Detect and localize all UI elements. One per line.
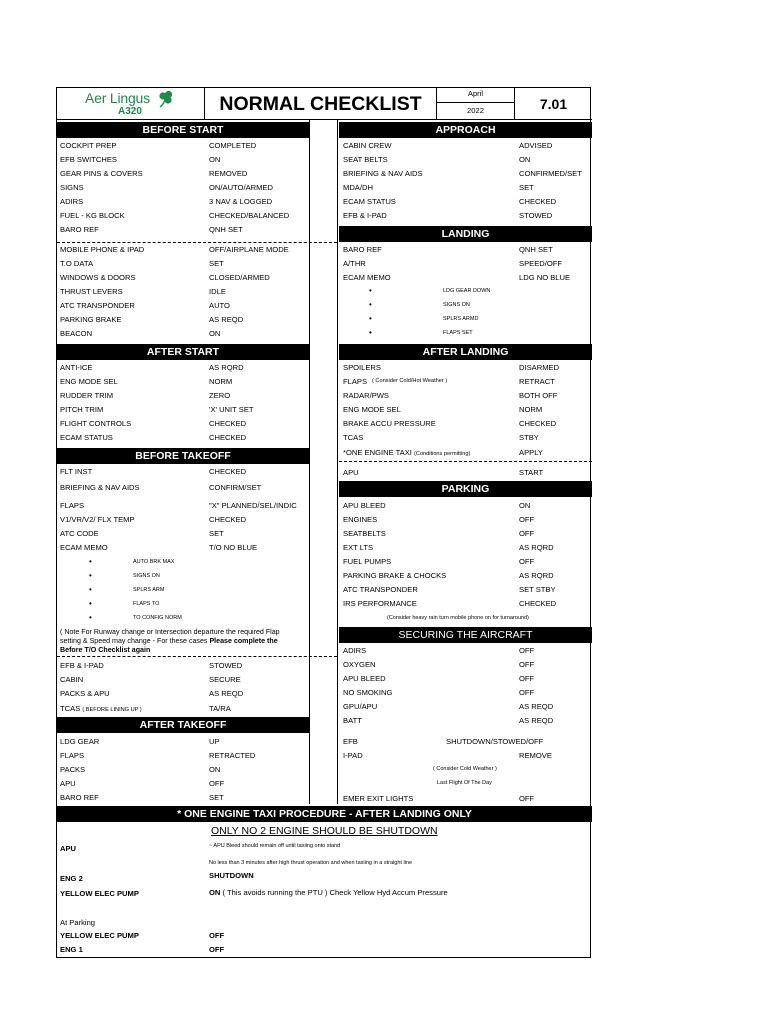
checklist-value: AS REQD [519, 716, 554, 725]
checklist-item: SIGNS [60, 183, 84, 192]
parking-header: PARKING [339, 481, 592, 497]
checklist-row [60, 361, 308, 374]
checklist-row [343, 361, 591, 374]
checklist-value: OFF [519, 646, 535, 655]
after-landing-header: AFTER LANDING [339, 344, 592, 360]
checklist-item: FLAPS [343, 377, 368, 386]
checklist-row [60, 673, 308, 686]
checklist-item: BRAKE ACCU PRESSURE [343, 419, 436, 428]
checklist-value: "X" PLANNED/SEL/INDIC [209, 501, 297, 510]
checklist-item: ENG MODE SEL [343, 405, 401, 414]
checklist-item: FLAPS [60, 501, 85, 510]
checklist-value: ON [209, 329, 221, 338]
checklist-value: REMOVED [209, 169, 248, 178]
yellow-pump-value: ON ( This avoids running the PTU ) Check Yellow Hyd Accum Pressure [209, 888, 448, 897]
checklist-item: EFB SWITCHES [60, 155, 117, 164]
bullet-icon: • [89, 571, 92, 580]
checklist-row [60, 417, 308, 430]
checklist-item: GEAR PINS & COVERS [60, 169, 143, 178]
checklist-item: RUDDER TRIM [60, 391, 114, 400]
checklist-value: STOWED [209, 661, 243, 670]
checklist-item: BATT [343, 716, 362, 725]
bullet-icon: • [369, 314, 372, 323]
checklist-item: BRIEFING & NAV AIDS [343, 169, 423, 178]
checklist-row [60, 465, 308, 478]
checklist-value: OFF [519, 557, 535, 566]
checklist-row [343, 700, 591, 713]
checklist-item: FLT INST [60, 467, 93, 476]
checklist-item: EFB & I-PAD [343, 211, 387, 220]
checklist-value: CLOSED/ARMED [209, 273, 270, 282]
memo-item: FLAPS SET [443, 330, 473, 336]
cold-weather-note: ( Consider Cold Weather ) [433, 766, 497, 772]
checklist-value: UP [209, 737, 220, 746]
bullet-icon: • [369, 328, 372, 337]
checklist-row [343, 195, 591, 208]
eng1-value: OFF [209, 945, 225, 954]
checklist-row [343, 644, 591, 657]
apu-label: APU [60, 844, 77, 853]
checklist-value: NORM [209, 377, 233, 386]
checklist-item: ATC TRANSPONDER [60, 301, 135, 310]
checklist-row [343, 167, 591, 180]
checklist-item: ECAM STATUS [343, 197, 396, 206]
checklist-row [343, 153, 591, 166]
yellow-pump-label: YELLOW ELEC PUMP [60, 889, 139, 898]
checklist-row [343, 139, 591, 152]
checklist-value: LDG NO BLUE [519, 273, 571, 282]
checklist-row [343, 513, 591, 526]
checklist-row [60, 271, 308, 284]
checklist-row [343, 417, 591, 430]
date-cell [437, 88, 515, 120]
checklist-item: LDG GEAR [60, 737, 100, 746]
checklist-item: APU BLEED [343, 674, 386, 683]
checklist-row [343, 686, 591, 699]
checklist-row [343, 271, 591, 284]
checklist-value: ON [209, 155, 221, 164]
checklist-row [343, 375, 591, 388]
checklist-row [60, 403, 308, 416]
checklist-row [60, 389, 308, 402]
checklist-value: OFF [519, 529, 535, 538]
checklist-value: BOTH OFF [519, 391, 558, 400]
checklist-item: FLIGHT CONTROLS [60, 419, 132, 428]
landing-header: LANDING [339, 226, 592, 242]
checklist-value: SECURE [209, 675, 241, 684]
after-takeoff-header: AFTER TAKEOFF [57, 717, 309, 733]
checklist-item: PACKS [60, 765, 86, 774]
checklist-item: FUEL PUMPS [343, 557, 392, 566]
checklist-item: ENGINES [343, 515, 378, 524]
checklist-item: OXYGEN [343, 660, 376, 669]
checklist-value: SET [209, 529, 224, 538]
checklist-value: T/O NO BLUE [209, 543, 258, 552]
checklist-value: IDLE [209, 287, 226, 296]
checklist-row [60, 777, 308, 790]
checklist-item: APU BLEED [343, 501, 386, 510]
aer-lingus-logo [85, 90, 185, 118]
parking-note: (Consider heavy rain turn mobile phone on for turnaround) [387, 615, 529, 621]
bullet-icon: • [89, 599, 92, 608]
revision-number: 7.01 [539, 96, 568, 112]
checklist-value: STBY [519, 433, 539, 442]
checklist-row [60, 243, 308, 256]
checklist-value: CHECKED [209, 433, 247, 442]
checklist-value: AS RQRD [519, 571, 554, 580]
before-takeoff-note: ( Note For Runway change or Intersection departure the required Flap setting & Speed may change - For these cases Please complete the Before T/O Checklist again [60, 628, 280, 654]
checklist-item: PARKING BRAKE & CHOCKS [343, 571, 447, 580]
logo-text: Aer Lingus [85, 90, 150, 106]
one-engine-subtitle: ONLY NO 2 ENGINE SHOULD BE SHUTDOWN [211, 825, 438, 837]
checklist-value: QNH SET [209, 225, 243, 234]
checklist-row [343, 527, 591, 540]
checklist-value: OFF [209, 779, 225, 788]
checklist-row [60, 749, 308, 762]
checklist-item: ATC TRANSPONDER [343, 585, 418, 594]
checklist-value: ON [519, 501, 531, 510]
checklist-item: RADAR/PWS [343, 391, 389, 400]
checklist-row [343, 209, 591, 222]
checklist-item: ECAM MEMO [343, 273, 391, 282]
checklist-row [60, 735, 308, 748]
checklist-item: V1/VR/V2/ FLX TEMP [60, 515, 135, 524]
memo-item: TO CONFIG NORM [133, 615, 182, 621]
checklist-row [60, 659, 308, 672]
checklist-row [60, 431, 308, 444]
checklist-value: CHECKED [209, 467, 247, 476]
checklist-value: ZERO [209, 391, 231, 400]
checklist-value: SET [519, 183, 534, 192]
checklist-value: AS RQRD [519, 543, 554, 552]
checklist-row-tcas: TCAS ( BEFORE LINING UP ) TA/RA [60, 704, 231, 713]
checklist-item: BRIEFING & NAV AIDS [60, 483, 140, 492]
checklist-value: SET [209, 259, 224, 268]
checklist-value: SET STBY [519, 585, 556, 594]
checklist-value: 3 NAV & LOGGED [209, 197, 273, 206]
checklist-row [343, 181, 591, 194]
checklist-value: OFF [519, 660, 535, 669]
checklist-item: A/THR [343, 259, 366, 268]
checklist-row [343, 597, 591, 610]
checklist-row [343, 243, 591, 256]
checklist-item: IRS PERFORMANCE [343, 599, 417, 608]
checklist-row [60, 791, 308, 804]
checklist-value: AS REQD [519, 702, 554, 711]
checklist-value: AUTO [209, 301, 230, 310]
eng2-label: ENG 2 [60, 874, 83, 883]
eng1-label: ENG 1 [60, 945, 83, 954]
checklist-item: MDA/DH [343, 183, 373, 192]
checklist-row [60, 167, 308, 180]
checklist-item: ECAM MEMO [60, 543, 108, 552]
checklist-value: QNH SET [519, 245, 553, 254]
at-parking-label: At Parking [60, 918, 96, 927]
after-start-header: AFTER START [57, 344, 309, 360]
before-start-header: BEFORE START [57, 122, 309, 138]
checklist-item: NO SMOKING [343, 688, 393, 697]
checklist-item: BARO REF [343, 245, 382, 254]
bullet-icon: • [89, 613, 92, 622]
checklist-item: CABIN [60, 675, 84, 684]
checklist-item: BARO REF [60, 793, 99, 802]
checklist-row [60, 375, 308, 388]
memo-item: SIGNS ON [443, 302, 470, 308]
checklist-value: DISARMED [519, 363, 560, 372]
checklist-sheet [56, 87, 591, 958]
checklist-row [343, 714, 591, 727]
shamrock-icon [156, 90, 176, 108]
last-flight-note: Last Flight Of The Day [437, 780, 492, 786]
checklist-item: ANTI-ICE [60, 363, 93, 372]
checklist-item: COCKPIT PREP [60, 141, 117, 150]
checklist-row [60, 299, 308, 312]
checklist-value: NORM [519, 405, 543, 414]
checklist-row-efb: EFB SHUTDOWN/STOWED/OFF [343, 737, 544, 746]
memo-item: SPLRS ARM [133, 587, 165, 593]
checklist-item: SEAT BELTS [343, 155, 388, 164]
bullet-icon: • [369, 286, 372, 295]
checklist-value: SPEED/OFF [519, 259, 563, 268]
checklist-item: THRUST LEVERS [60, 287, 123, 296]
year: 2022 [467, 106, 484, 115]
checklist-value: RETRACT [519, 377, 555, 386]
checklist-row [60, 139, 308, 152]
checklist-value: CHECKED [209, 419, 247, 428]
memo-item: AUTO BRK MAX [133, 559, 175, 565]
memo-item: SIGNS ON [133, 573, 160, 579]
checklist-row [60, 499, 308, 512]
checklist-item: TCAS [343, 433, 364, 442]
checklist-item: PITCH TRIM [60, 405, 104, 414]
before-takeoff-header: BEFORE TAKEOFF [57, 448, 309, 464]
checklist-row [343, 431, 591, 444]
checklist-row-one-engine-taxi: *ONE ENGINE TAXI (Conditions permitting) APPLY [343, 448, 543, 457]
checklist-item: EFB & I-PAD [60, 661, 104, 670]
checklist-row [60, 327, 308, 340]
title-cell [205, 88, 437, 120]
checklist-row [60, 153, 308, 166]
checklist-item: APU [60, 779, 76, 788]
memo-item: LDG GEAR DOWN [443, 288, 491, 294]
flaps-note: ( Consider Cold/Hot Weather ) [372, 378, 448, 384]
apu-note-1: ~ APU Bleed should remain off until taxiing onto stand [209, 843, 341, 849]
checklist-item: WINDOWS & DOORS [60, 273, 136, 282]
checklist-row [60, 527, 308, 540]
checklist-value: COMPLETED [209, 141, 257, 150]
checklist-value: ON/AUTO/ARMED [209, 183, 273, 192]
checklist-item: CABIN CREW [343, 141, 392, 150]
checklist-value: CHECKED/BALANCED [209, 211, 290, 220]
checklist-row-ipad: I-PAD REMOVE [343, 751, 552, 760]
bullet-icon: • [89, 557, 92, 566]
checklist-value: OFF [519, 515, 535, 524]
checklist-value: RETRACTED [209, 751, 256, 760]
checklist-row [343, 555, 591, 568]
checklist-value: CHECKED [519, 419, 557, 428]
checklist-row [343, 583, 591, 596]
checklist-item: GPU/APU [343, 702, 378, 711]
month: April [467, 89, 484, 98]
page-title: NORMAL CHECKLIST [219, 93, 422, 115]
approach-header: APPROACH [339, 122, 592, 138]
checklist-item: FLAPS [60, 751, 85, 760]
checklist-item: ECAM STATUS [60, 433, 113, 442]
checklist-value: CHECKED [519, 197, 557, 206]
checklist-item: SPOILERS [343, 363, 381, 372]
checklist-row [343, 499, 591, 512]
memo-item: SPLRS ARMD [443, 316, 479, 322]
checklist-row [343, 257, 591, 270]
bullet-icon: • [369, 300, 372, 309]
checklist-item: ADIRS [343, 646, 367, 655]
park-yellow-pump-label: YELLOW ELEC PUMP [60, 931, 139, 940]
bullet-icon: • [89, 585, 92, 594]
checklist-value: CHECKED [209, 515, 247, 524]
checklist-row [60, 209, 308, 222]
checklist-item: ENG MODE SEL [60, 377, 118, 386]
checklist-item: PARKING BRAKE [60, 315, 122, 324]
checklist-item: EXT LTS [343, 543, 374, 552]
logo-sub: A320 [118, 106, 142, 117]
one-engine-header: * ONE ENGINE TAXI PROCEDURE - AFTER LANDING ONLY [57, 806, 592, 822]
checklist-item: BARO REF [60, 225, 99, 234]
checklist-item: BEACON [60, 329, 93, 338]
checklist-value: CHECKED [519, 599, 557, 608]
checklist-row [60, 223, 308, 236]
memo-item: FLAPS TO [133, 601, 160, 607]
checklist-row [60, 181, 308, 194]
securing-header: SECURING THE AIRCRAFT [339, 627, 592, 643]
checklist-item: T.O DATA [60, 259, 94, 268]
checklist-item: ADIRS [60, 197, 84, 206]
checklist-item: ATC CODE [60, 529, 99, 538]
logo-cell [57, 88, 205, 120]
checklist-row [60, 513, 308, 526]
checklist-value: ON [209, 765, 221, 774]
checklist-row [60, 481, 308, 494]
checklist-row-apu: APU START [343, 468, 544, 477]
checklist-value: OFF [519, 688, 535, 697]
checklist-item: FUEL - KG BLOCK [60, 211, 125, 220]
checklist-row [60, 313, 308, 326]
checklist-row [343, 569, 591, 582]
checklist-value: OFF [519, 674, 535, 683]
checklist-row [343, 672, 591, 685]
checklist-value: AS REQD [209, 689, 244, 698]
checklist-item: MOBILE PHONE & IPAD [60, 245, 145, 254]
checklist-item: SEATBELTS [343, 529, 386, 538]
checklist-row [60, 687, 308, 700]
checklist-value: STOWED [519, 211, 553, 220]
checklist-row [60, 195, 308, 208]
checklist-row [60, 541, 308, 554]
checklist-value: 'X' UNIT SET [209, 405, 254, 414]
eng2-value: SHUTDOWN [209, 871, 254, 880]
checklist-value: OFF/AIRPLANE MODE [209, 245, 289, 254]
checklist-value: AS REQD [209, 315, 244, 324]
checklist-item: PACKS & APU [60, 689, 110, 698]
checklist-row [343, 389, 591, 402]
checklist-value: CONFIRM/SET [209, 483, 262, 492]
checklist-value: AS RQRD [209, 363, 244, 372]
checklist-row [343, 403, 591, 416]
checklist-value: ON [519, 155, 531, 164]
checklist-value: SET [209, 793, 224, 802]
checklist-value: ADVISED [519, 141, 553, 150]
checklist-row [60, 257, 308, 270]
apu-note-2: No less than 3 minutes after high thrust operation and when taxiing in a straight line [209, 860, 413, 866]
checklist-row [343, 541, 591, 554]
checklist-row [343, 658, 591, 671]
checklist-row-emer-exit: EMER EXIT LIGHTS OFF [343, 794, 535, 803]
revision-cell [515, 88, 592, 120]
checklist-row [60, 763, 308, 776]
checklist-row [60, 285, 308, 298]
park-yellow-pump-value: OFF [209, 931, 225, 940]
checklist-value: CONFIRMED/SET [519, 169, 582, 178]
